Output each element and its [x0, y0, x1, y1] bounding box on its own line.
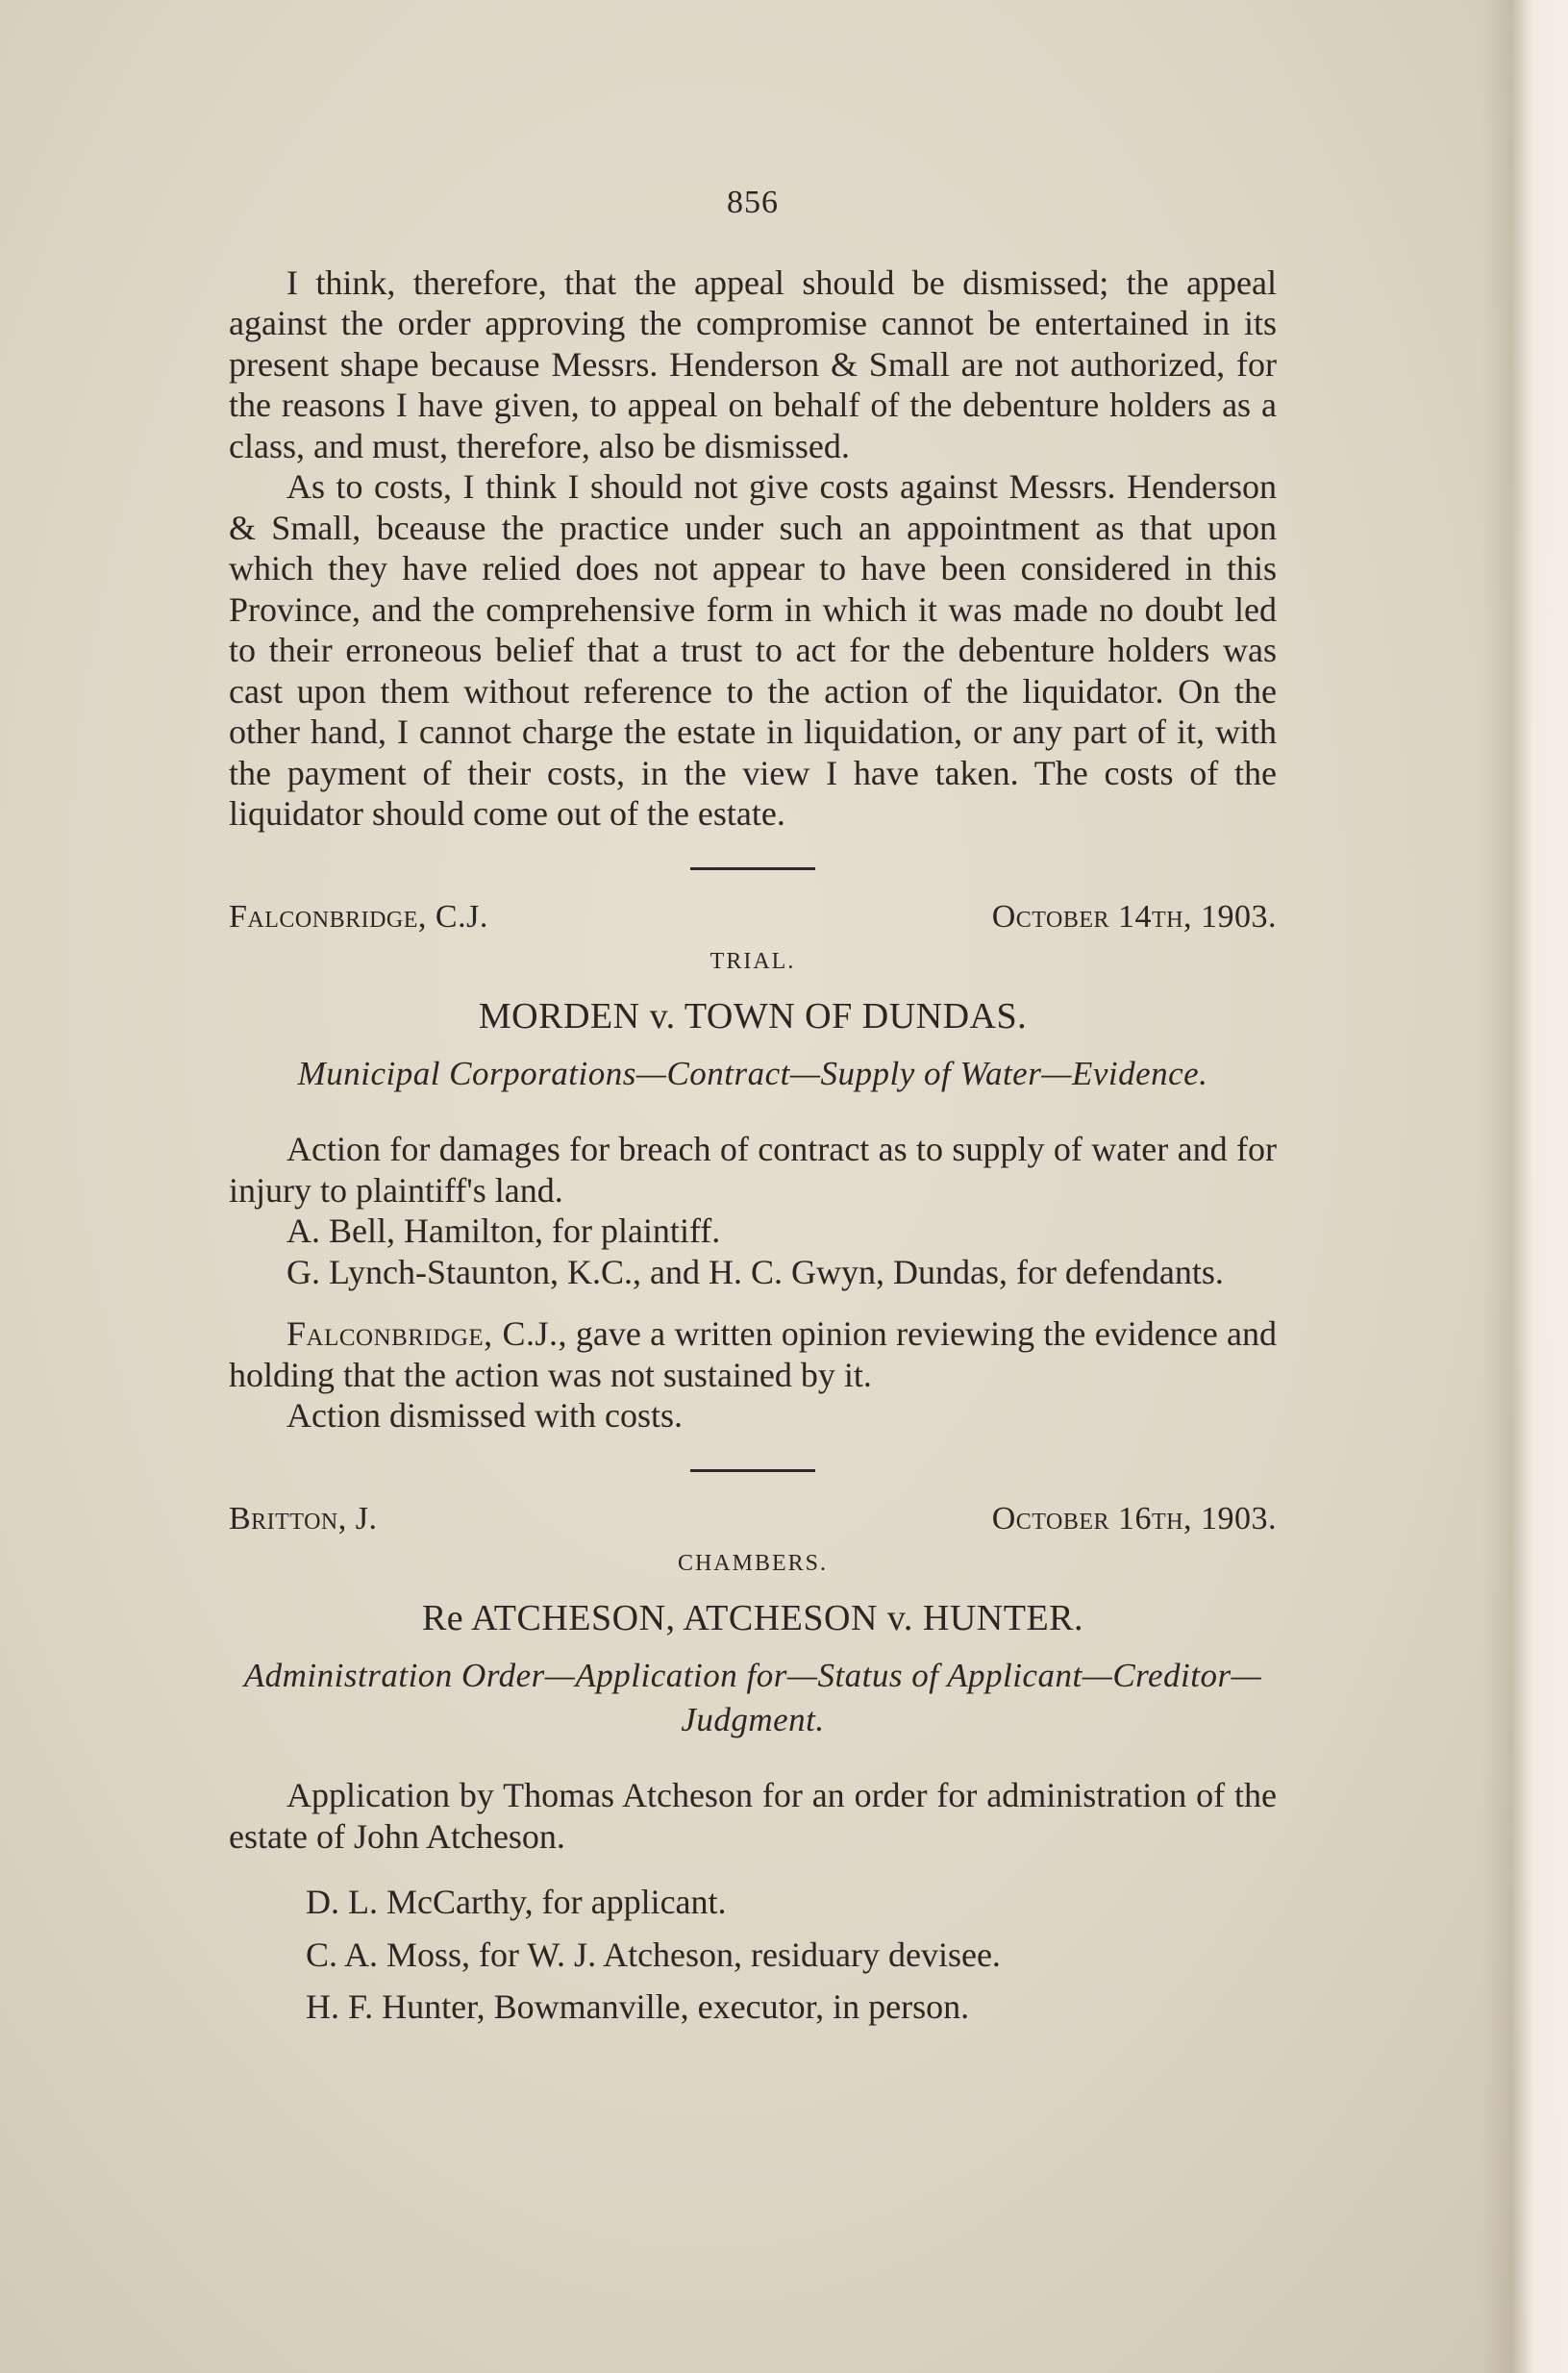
paragraph-action: Action for damages for breach of contract as to supply of water and for injury to plaintiff's land.	[229, 1130, 1277, 1210]
page-edge-shadow	[1481, 0, 1568, 2373]
court-label: TRIAL.	[709, 949, 796, 974]
headnote: Administration Order—Application for—Status of Applicant—Creditor—Judgment.	[243, 1657, 1262, 1738]
court-label: CHAMBERS.	[677, 1551, 829, 1576]
headnote: Municipal Corporations—Contract—Supply of Water—Evidence.	[297, 1055, 1208, 1092]
counsel-plaintiff: A. Bell, Hamilton, for plaintiff.	[286, 1211, 721, 1250]
decision-date: October 14th, 1903.	[991, 898, 1277, 935]
text-column	[229, 183, 1277, 2039]
judge-name: Britton, J.	[229, 1500, 378, 1536]
page-number: 856	[727, 185, 779, 220]
paragraph-appeal-dismissed: I think, therefore, that the appeal should be dismissed; the appeal against the order approving the compromise cannot be entertained in its present shape because Messrs. Henderson & Small are not authorized, for the reasons I have given, to appeal on behalf of the debenture holders as a class, and must, therefore, also be dismissed.	[229, 262, 1277, 465]
counsel-executor: H. F. Hunter, Bowmanville, executor, in person.	[306, 1987, 970, 2026]
paragraph-result: Action dismissed with costs.	[286, 1396, 683, 1435]
section-divider	[690, 867, 815, 870]
paragraph-judgment	[229, 1313, 1277, 1395]
decision-date: October 16th, 1903.	[991, 1500, 1277, 1536]
paragraph-costs: As to costs, I think I should not give costs against Messrs. Henderson & Small, bceause the practice under such an appointment as that upon which they have relied does not appear to have been considered in this Province, and the comprehensive form in which it was made no doubt led to their erroneous belief that a trust to act for the debenture holders was cast upon them without reference to the action of the liquidator. On the other hand, I cannot charge the estate in liquidation, or any part of it, with the payment of their costs, in the view I have taken. The costs of the liquidator should come out of the estate.	[229, 467, 1277, 833]
counsel-applicant: D. L. McCarthy, for applicant.	[306, 1883, 727, 1921]
case-header-atcheson	[229, 1499, 1277, 1540]
judgment-judge: Falconbridge, C.J.	[286, 1314, 559, 1353]
judgment-text: , gave a written opinion reviewing the evidence and holding that the action was not sustained by it.	[229, 1314, 1277, 1394]
paragraph-application: Application by Thomas Atcheson for an order for administration of the estate of John Atcheson.	[229, 1776, 1277, 1856]
counsel-residuary-devisee: C. A. Moss, for W. J. Atcheson, residuary devisee.	[306, 1935, 1001, 1974]
counsel-defendants: G. Lynch-Staunton, K.C., and H. C. Gwyn, Dundas, for defendants.	[286, 1252, 1224, 1291]
case-title: Re ATCHESON, ATCHESON v. HUNTER.	[421, 1597, 1084, 1638]
section-divider	[690, 1469, 815, 1472]
case-title: MORDEN v. TOWN OF DUNDAS.	[478, 995, 1028, 1037]
case-header-morden	[229, 897, 1277, 938]
judge-name: Falconbridge, C.J.	[229, 898, 488, 935]
